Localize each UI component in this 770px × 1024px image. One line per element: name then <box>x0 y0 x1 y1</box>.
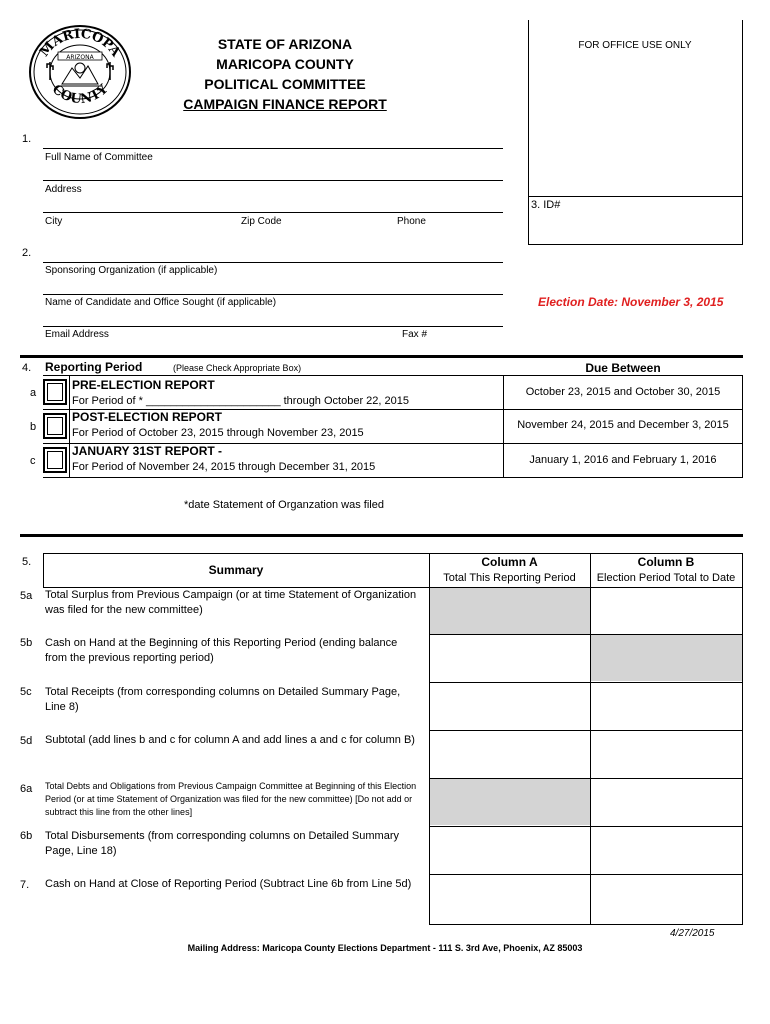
city-zip-phone-line[interactable] <box>43 212 503 213</box>
row-5b-number: 5b <box>20 637 33 649</box>
phone-label: Phone <box>397 216 426 227</box>
office-use-label: FOR OFFICE USE ONLY <box>578 40 692 51</box>
row-5c-number: 5c <box>20 686 32 698</box>
row-7-column-a-input[interactable] <box>430 875 590 923</box>
seal-top-text: MARICOPA <box>37 26 123 60</box>
seal-middle-text: ARIZONA <box>66 54 94 61</box>
row-5d-text: Subtotal (add lines b and c for column A and add lines a and c for column B) <box>45 734 415 746</box>
county-seal <box>28 24 132 120</box>
row-5b-text: Cash on Hand at the Beginning of this Reporting Period (ending balance from the previous reporting period) <box>45 637 398 664</box>
post-election-title: POST-ELECTION REPORT <box>72 410 223 424</box>
due-between-header: Due Between <box>585 361 661 375</box>
reporting-period-title: Reporting Period <box>45 360 143 374</box>
summary-title: Summary <box>208 563 264 577</box>
pre-election-period: For Period of * ______________________ through October 22, 2015 <box>72 395 409 407</box>
committee-name-label: Full Name of Committee <box>45 152 153 163</box>
address-label: Address <box>45 184 82 195</box>
address-line[interactable] <box>43 180 503 181</box>
row-6a-text: Total Debts and Obligations from Previous Campaign Committee at Beginning of this Election Period (or at time Statement of Organization was filed for the new committee) [Do not add or subtract this line from the other lines] <box>45 781 417 817</box>
committee-name-line[interactable] <box>43 148 503 149</box>
row-5a-column-b-input[interactable] <box>591 588 742 634</box>
january-report-title: JANUARY 31ST REPORT - <box>72 444 223 458</box>
row-6a-number: 6a <box>20 783 33 795</box>
row-5d-number: 5d <box>20 735 33 747</box>
row-5c-text: Total Receipts (from corresponding columns on Detailed Summary Page, Line 8) <box>45 686 401 713</box>
form-revision-date: 4/27/2015 <box>670 928 715 939</box>
section-2-number: 2. <box>22 247 32 259</box>
pre-election-title: PRE-ELECTION REPORT <box>72 378 215 392</box>
row-6b-column-b-input[interactable] <box>591 827 742 873</box>
row-5c-column-b-input[interactable] <box>591 683 742 729</box>
row-5a-column-a-shaded <box>430 588 590 634</box>
header-report-title: CAMPAIGN FINANCE REPORT <box>183 96 387 112</box>
post-election-due: November 24, 2015 and December 3, 2015 <box>517 419 729 431</box>
row-a-letter: a <box>30 387 37 399</box>
row-5c-column-a-input[interactable] <box>430 683 590 729</box>
header-county: MARICOPA COUNTY <box>216 56 354 72</box>
statement-footnote: *date Statement of Organzation was filed <box>184 499 384 511</box>
city-label: City <box>45 216 63 227</box>
column-b-subtitle: Election Period Total to Date <box>596 572 736 584</box>
section-5-number: 5. <box>22 556 32 568</box>
row-5a-text: Total Surplus from Previous Campaign (or at time Statement of Organization was filed for the new committee) <box>45 589 417 616</box>
row-5d-column-b-input[interactable] <box>591 731 742 777</box>
mailing-address: Mailing Address: Maricopa County Elections Department - 111 S. 3rd Ave, Phoenix, AZ 85003 <box>187 943 583 953</box>
january-report-period: For Period of November 24, 2015 through December 31, 2015 <box>72 461 376 473</box>
email-label: Email Address <box>45 329 109 340</box>
election-date: Election Date: November 3, 2015 <box>538 295 724 309</box>
row-6b-column-a-input[interactable] <box>430 827 590 873</box>
seal-bottom-text: COUNTY <box>48 81 112 108</box>
row-5b-column-b-shaded <box>591 635 742 681</box>
row-6b-number: 6b <box>20 830 33 842</box>
header-committee: POLITICAL COMMITTEE <box>204 76 366 92</box>
candidate-line[interactable] <box>43 294 503 295</box>
id-number-label: 3. ID# <box>531 199 561 211</box>
post-election-period: For Period of October 23, 2015 through November 23, 2015 <box>72 427 364 439</box>
row-6a-column-b-input[interactable] <box>591 779 742 825</box>
row-7-text: Cash on Hand at Close of Reporting Period (Subtract Line 6b from Line 5d) <box>45 878 412 890</box>
row-5d-column-a-input[interactable] <box>430 731 590 777</box>
zip-code-label: Zip Code <box>241 216 282 227</box>
pre-election-checkbox[interactable] <box>43 379 67 405</box>
row-7-column-b-input[interactable] <box>591 875 742 923</box>
row-5a-number: 5a <box>20 590 33 602</box>
reporting-period-note: (Please Check Appropriate Box) <box>173 363 302 373</box>
row-c-letter: c <box>30 455 36 467</box>
row-6a-column-a-shaded <box>430 779 590 825</box>
pre-election-due: October 23, 2015 and October 30, 2015 <box>525 386 721 398</box>
section-1-number: 1. <box>22 133 32 145</box>
column-a-title: Column A <box>481 555 538 569</box>
january-report-due: January 1, 2016 and February 1, 2016 <box>529 454 717 466</box>
email-fax-line[interactable] <box>43 326 503 327</box>
column-b-title: Column B <box>637 555 695 569</box>
column-a-subtitle: Total This Reporting Period <box>443 572 576 584</box>
candidate-label: Name of Candidate and Office Sought (if applicable) <box>45 297 277 308</box>
row-6b-text: Total Disbursements (from corresponding columns on Detailed Summary Page, Line 18) <box>45 830 399 857</box>
sponsoring-line[interactable] <box>43 262 503 263</box>
row-7-number: 7. <box>20 879 30 891</box>
header-state: STATE OF ARIZONA <box>217 36 353 52</box>
section-4-number: 4. <box>22 362 32 374</box>
post-election-checkbox[interactable] <box>43 413 67 439</box>
january-report-checkbox[interactable] <box>43 447 67 473</box>
row-b-letter: b <box>30 421 37 433</box>
fax-label: Fax # <box>402 329 428 340</box>
row-5b-column-a-input[interactable] <box>430 635 590 681</box>
sponsoring-label: Sponsoring Organization (if applicable) <box>45 265 218 276</box>
